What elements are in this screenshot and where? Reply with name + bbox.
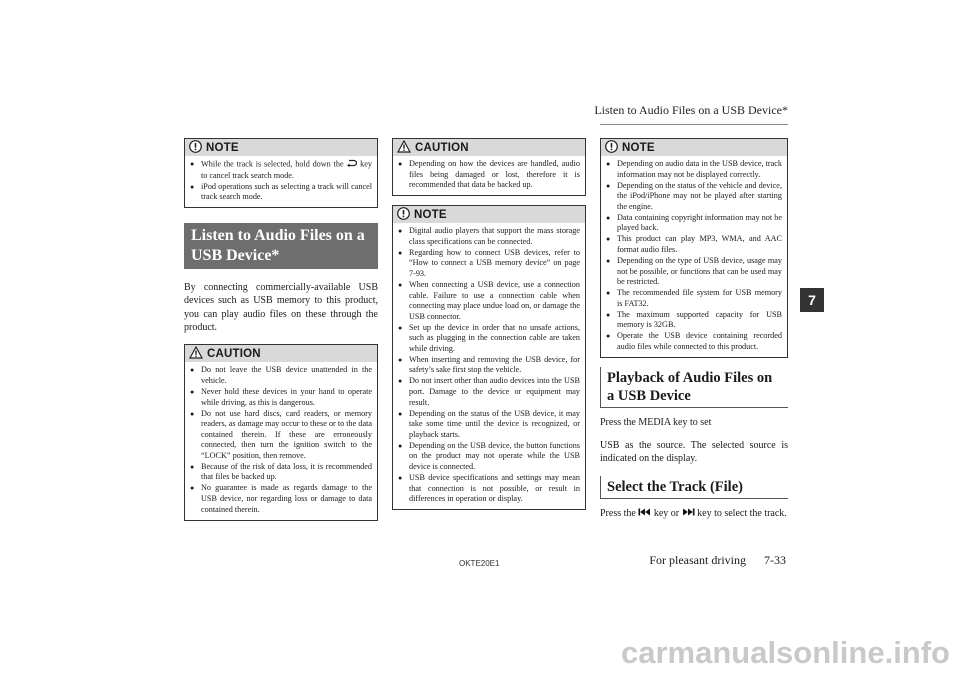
chapter-tab: 7 bbox=[800, 288, 824, 312]
watermark: carmanualsonline.info bbox=[620, 635, 950, 670]
note-label: NOTE bbox=[414, 208, 447, 221]
note-item: ● Do not insert other than audio devices into the USB port. Damage to the device or equipment may result. bbox=[398, 376, 580, 408]
column-left bbox=[184, 138, 378, 530]
page-header-title: Listen to Audio Files on a USB Device* bbox=[594, 103, 788, 117]
note-box-header bbox=[185, 139, 377, 156]
caution-item: ● Because of the risk of data loss, it is recommended that files be backed up. bbox=[190, 462, 372, 483]
select-text: key or bbox=[653, 507, 680, 519]
note-box-track-search bbox=[184, 138, 378, 208]
caution-item: ● Do not use hard discs, card readers, or memory readers, as damage may occur to these or to the data contained therein. If these are erroneously connected, then turn the ignition switch to the “LOCK” position, then remove. bbox=[190, 409, 372, 462]
note-item: ● When inserting and removing the USB device, for safety’s sake first stop the vehicle. bbox=[398, 355, 580, 376]
note-item: ● USB device specifications and settings may mean that connection is not possible, or result in differences in operation or display. bbox=[398, 473, 580, 505]
footer-section: For pleasant driving bbox=[649, 553, 746, 567]
select-track-paragraph bbox=[600, 507, 788, 520]
page-footer bbox=[649, 553, 786, 568]
note-item: ● The recommended file system for USB memory is FAT32. bbox=[606, 288, 782, 309]
page-number: 7-33 bbox=[764, 553, 786, 567]
skip-back-icon bbox=[638, 507, 651, 520]
skip-forward-icon bbox=[682, 507, 695, 520]
note-box-connection bbox=[392, 205, 586, 510]
caution-item: ● Never hold these devices in your hand to operate while driving, as this is dangerous. bbox=[190, 387, 372, 408]
note-item-text: While the track is selected, hold down the bbox=[201, 159, 344, 169]
note-item: ● Depending on the status of the vehicle and device, the iPod/iPhone may not be played after starting the engine. bbox=[606, 181, 782, 213]
note-item: ● Depending on the type of USB device, usage may not be possible, or functions that can be used may be restricted. bbox=[606, 256, 782, 288]
playback-section-title: Playback of Audio Files on a USB Device bbox=[600, 367, 788, 408]
note-item: ● Depending on audio data in the USB device, track information may not be displayed correctly. bbox=[606, 159, 782, 180]
caution-label: CAUTION bbox=[207, 347, 261, 360]
note-item: ● Depending on the USB device, the button functions on the product may not operate while the USB device is connected. bbox=[398, 441, 580, 473]
playback-paragraph: USB as the source. The selected source is indicated on the display. bbox=[600, 440, 788, 465]
note-icon bbox=[397, 207, 410, 223]
note-item: ● iPod operations such as selecting a track will cancel track search mode. bbox=[190, 182, 372, 203]
warning-triangle-icon bbox=[397, 140, 411, 156]
caution-box-header bbox=[393, 139, 585, 156]
note-item: ● Regarding how to connect USB devices, refer to “How to connect a USB memory device” on page 7-93. bbox=[398, 248, 580, 280]
playback-paragraph: Press the MEDIA key to set bbox=[600, 416, 712, 428]
note-box-header bbox=[393, 206, 585, 223]
warning-triangle-icon bbox=[189, 346, 203, 362]
caution-item: ● Depending on how the devices are handled, audio files being damaged or lost, therefore it is recommended that data be backed up. bbox=[398, 159, 580, 191]
select-text: key to select the track. bbox=[697, 507, 787, 519]
caution-item: ● No guarantee is made as regards damage to the USB device, nor regarding loss or damage to data contained therein. bbox=[190, 483, 372, 515]
caution-label: CAUTION bbox=[415, 141, 469, 154]
note-icon bbox=[605, 140, 618, 156]
header-rule bbox=[600, 124, 788, 125]
select-track-section-title: Select the Track (File) bbox=[600, 476, 788, 499]
note-box-playback bbox=[600, 138, 788, 358]
note-box-header bbox=[601, 139, 787, 156]
document-code: OKTE20E1 bbox=[459, 559, 500, 568]
note-item: ● Set up the device in order that no unsafe actions, such as plugging in the connection cable are taken while driving. bbox=[398, 323, 580, 355]
caution-box-header bbox=[185, 345, 377, 362]
note-item: ● This product can play MP3, WMA, and AAC format audio files. bbox=[606, 234, 782, 255]
column-middle bbox=[392, 138, 586, 519]
note-item: ● When connecting a USB device, use a connection cable. Failure to use a connection cable when connecting may place undue load on, or damage the USB connector. bbox=[398, 280, 580, 322]
note-item bbox=[190, 159, 372, 181]
column-right bbox=[600, 138, 788, 530]
caution-box-data bbox=[392, 138, 586, 196]
intro-paragraph: By connecting commercially-available USB devices such as USB memory to this product, you can play audio files on these through the product. bbox=[184, 282, 378, 334]
select-text: Press the bbox=[600, 507, 636, 519]
note-item: ● The maximum supported capacity for USB memory is 32GB. bbox=[606, 310, 782, 331]
note-item: ● Operate the USB device containing recorded audio files while connected to this product. bbox=[606, 331, 782, 352]
back-arrow-icon bbox=[346, 159, 357, 171]
note-label: NOTE bbox=[622, 141, 655, 154]
section-title: Listen to Audio Files on a USB Device* bbox=[184, 223, 378, 269]
note-label: NOTE bbox=[206, 141, 239, 154]
caution-box-usb bbox=[184, 344, 378, 520]
note-item: ● Data containing copyright information may not be played back. bbox=[606, 213, 782, 234]
note-item-text: key to cancel track search mode. bbox=[201, 159, 372, 180]
note-item: ● Depending on the status of the USB device, it may take some time until the device is recognized, or playback starts. bbox=[398, 409, 580, 441]
note-icon bbox=[189, 140, 202, 156]
note-item: ● Digital audio players that support the mass storage class specifications can be connected. bbox=[398, 226, 580, 247]
caution-item: ● Do not leave the USB device unattended in the vehicle. bbox=[190, 365, 372, 386]
